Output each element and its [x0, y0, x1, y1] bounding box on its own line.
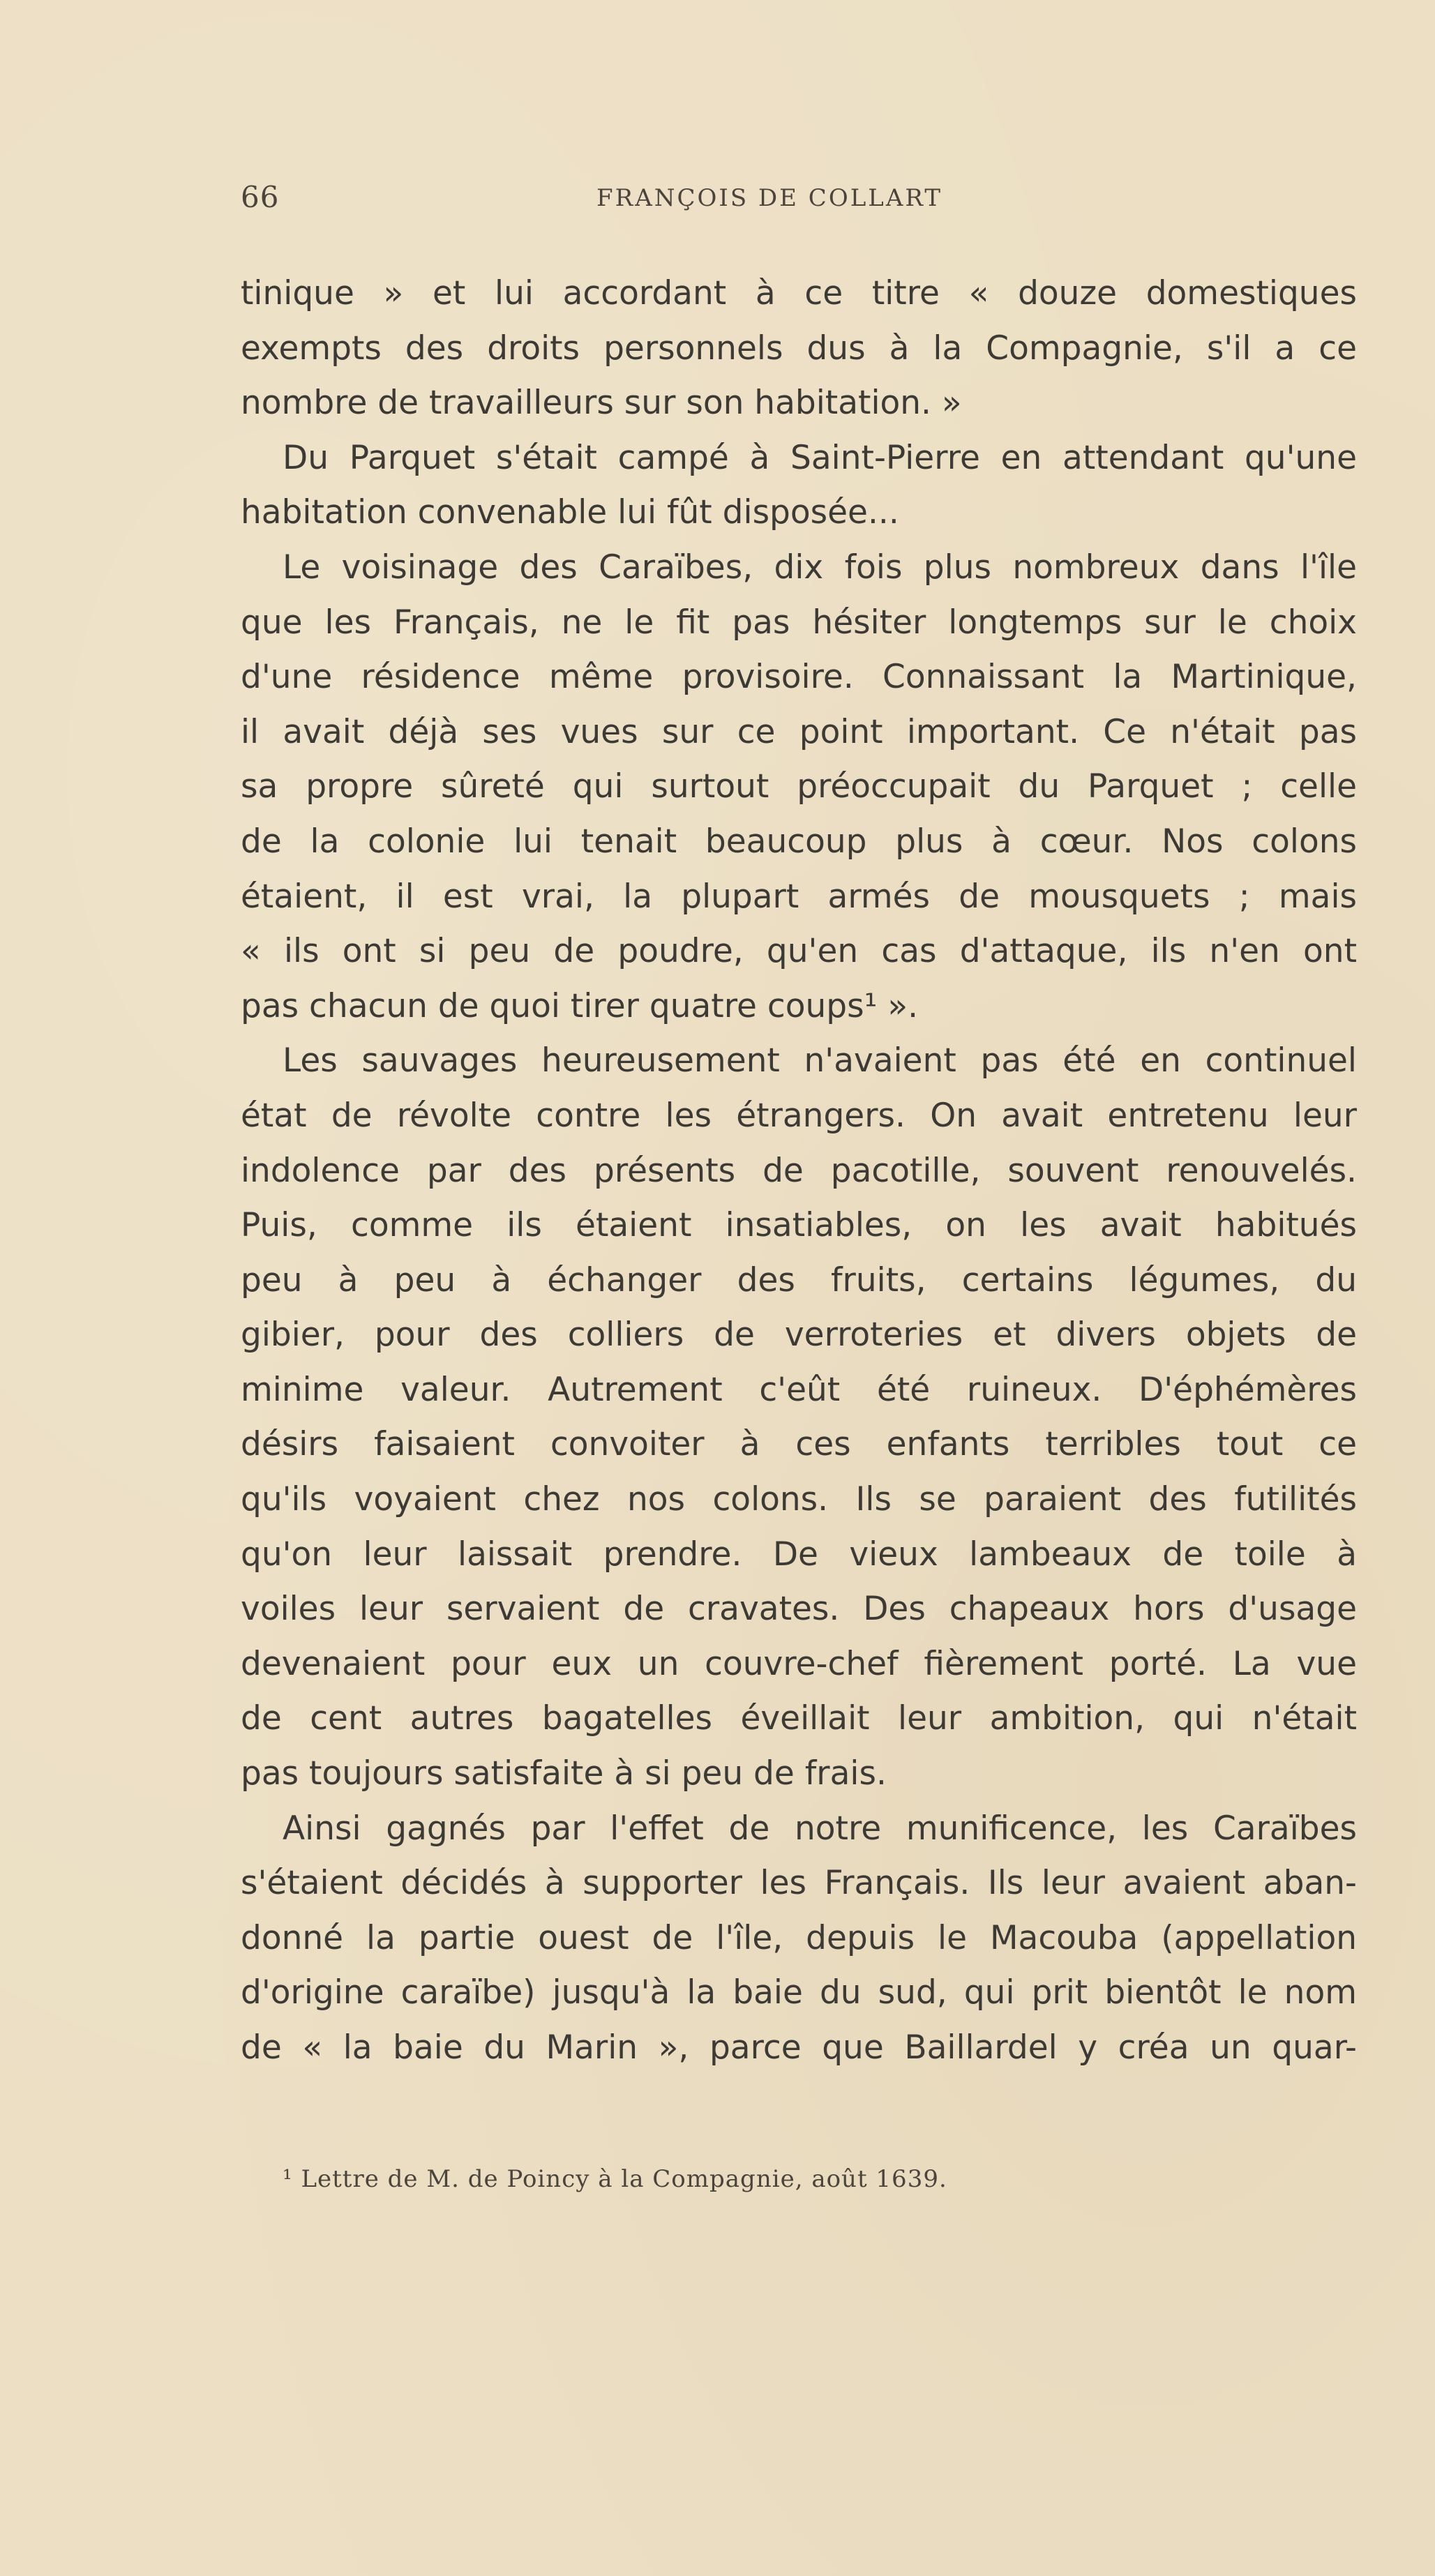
text-line: peu à peu à échanger des fruits, certains légumes, du	[241, 1260, 1357, 1300]
text-line: Puis, comme ils étaient insatiables, on les avait habitués	[241, 1206, 1357, 1245]
text-line: d'une résidence même provisoire. Connaissant la Martinique,	[241, 658, 1357, 697]
text-line: de « la baie du Marin », parce que Baillardel y créa un quar-	[241, 2028, 1357, 2067]
body-text	[241, 266, 1357, 2076]
text-line: voiles leur servaient de cravates. Des chapeaux hors d'usage	[241, 1590, 1357, 1629]
text-line: que les Français, ne le fit pas hésiter longtemps sur le choix	[241, 603, 1357, 642]
text-line: exempts des droits personnels dus à la Compagnie, s'il a ce	[241, 329, 1357, 368]
text-line: qu'on leur laissait prendre. De vieux lambeaux de toile à	[241, 1535, 1357, 1574]
text-line: sa propre sûreté qui surtout préoccupait du Parquet ; celle	[241, 767, 1357, 806]
text-line: habitation convenable lui fût disposée...	[241, 493, 899, 532]
text-line: devenaient pour eux un couvre-chef fièrement porté. La vue	[241, 1644, 1357, 1683]
text-line: minime valeur. Autrement c'eût été ruineux. D'éphémères	[241, 1370, 1357, 1409]
text-line: d'origine caraïbe) jusqu'à la baie du sud, qui prit bientôt le nom	[241, 1973, 1357, 2012]
text-line: désirs faisaient convoiter à ces enfants terribles tout ce	[241, 1425, 1357, 1464]
text-line: « ils ont si peu de poudre, qu'en cas d'attaque, ils n'en ont	[241, 932, 1357, 971]
text-line: tinique » et lui accordant à ce titre « douze domestiques	[241, 274, 1357, 312]
text-line: étaient, il est vrai, la plupart armés de mousquets ; mais	[241, 877, 1357, 916]
text-line: s'étaient décidés à supporter les Français. Ils leur avaient aban-	[241, 1864, 1357, 1903]
text-line: pas toujours satisfaite à si peu de frais.	[241, 1754, 887, 1793]
page-header	[241, 180, 1357, 222]
text-line: pas chacun de quoi tirer quatre coups¹ ».	[241, 986, 919, 1025]
page-number: 66	[241, 180, 280, 214]
text-line: indolence par des présents de pacotille, souvent renouvelés.	[241, 1151, 1357, 1190]
text-line: Ainsi gagnés par l'effet de notre munificence, les Caraïbes	[283, 1809, 1357, 1848]
text-line: Les sauvages heureusement n'avaient pas été en continuel	[283, 1041, 1357, 1080]
text-line: qu'ils voyaient chez nos colons. Ils se paraient des futilités	[241, 1480, 1357, 1519]
text-line: Le voisinage des Caraïbes, dix fois plus nombreux dans l'île	[283, 548, 1357, 587]
text-line: nombre de travailleurs sur son habitation. »	[241, 384, 962, 423]
text-line: donné la partie ouest de l'île, depuis le Macouba (appellation	[241, 1918, 1357, 1957]
text-line: Du Parquet s'était campé à Saint-Pierre en attendant qu'une	[283, 438, 1357, 477]
text-line: état de révolte contre les étrangers. On avait entretenu leur	[241, 1096, 1357, 1135]
text-line: de la colonie lui tenait beaucoup plus à cœur. Nos colons	[241, 822, 1357, 861]
footnote: ¹ Lettre de M. de Poincy à la Compagnie, août 1639.	[283, 2165, 947, 2193]
text-line: gibier, pour des colliers de verroteries et divers objets de	[241, 1316, 1357, 1355]
text-line: il avait déjà ses vues sur ce point important. Ce n'était pas	[241, 712, 1357, 751]
text-line: de cent autres bagatelles éveillait leur ambition, qui n'était	[241, 1699, 1357, 1738]
running-title: FRANÇOIS DE COLLART	[596, 184, 943, 212]
